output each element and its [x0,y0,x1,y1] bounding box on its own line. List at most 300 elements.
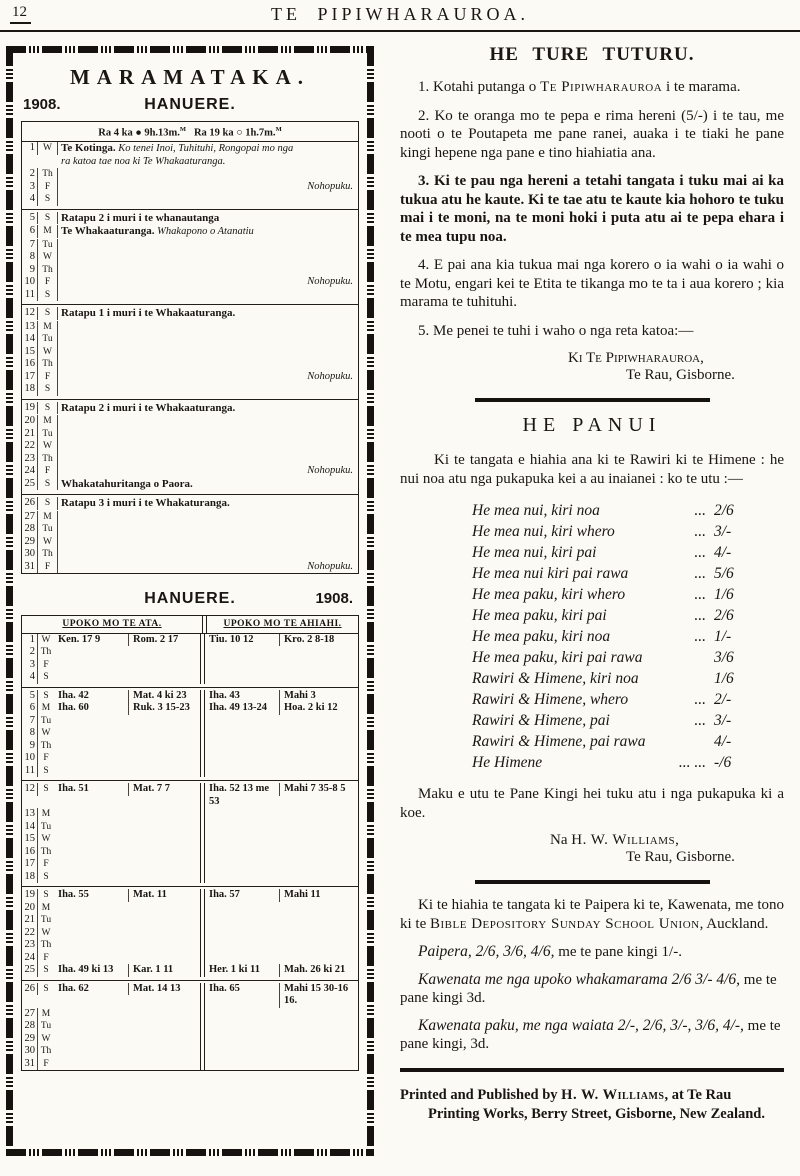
column-divider [200,659,205,672]
bible-price-roman: me te pane kingi 3d. [400,971,777,1006]
imprint-rule [400,1068,784,1072]
calendar-row [22,511,358,524]
weekday-letter: S [38,478,58,491]
price-amount: 2/6 [714,607,734,624]
day-number: 26 [22,497,38,510]
day-number: 28 [22,523,38,536]
price-row [472,626,756,647]
evening-lesson-2: Hoa. 2 ki 12 [279,702,358,715]
readings-row [22,858,358,871]
bible-price-lines [400,943,784,1054]
price-amount: 4/- [714,733,732,750]
readings-row [22,702,358,715]
feast-name: Te Kotinga. [61,142,116,154]
weekday-letter: Tu [38,239,58,252]
evening-lesson-2: Mahi 3 [279,690,358,703]
readings-row [22,671,358,684]
column-divider [200,740,205,753]
day-number: 18 [22,383,38,396]
rule-number: 1. [418,79,430,95]
price-leader-dots: ... [694,586,706,603]
day-number: 4 [22,671,38,684]
weekday-letter: Tu [40,915,52,925]
readings-row [22,1008,358,1021]
weekday-letter: Tu [40,715,52,726]
evening-lesson-1: Her. 1 ki 11 [209,964,260,975]
column-divider [200,927,205,940]
almanac-column [6,36,374,1156]
price-amount: 3/- [714,523,732,540]
calendar-row [22,251,358,264]
page-header [0,0,800,36]
day-number: 23 [22,453,38,466]
readings-row [22,927,358,940]
morning-lesson-1: Iha. 49 ki 13 [58,964,114,975]
readings-row [22,886,358,902]
calendar-row [22,193,358,206]
column-divider [200,671,205,684]
fast-day-note: Nohopuku. [307,560,353,572]
price-row [472,500,756,521]
calendar-row [22,548,358,561]
panui-outro: Maku e utu te Pane Kingi hei tuku atu i nga pukapuka ki a koe. [400,786,784,821]
readings-row [22,952,358,965]
day-number: 26 [22,983,38,996]
weekday-letter: W [38,251,58,264]
evening-lesson-1: Iha. 49 13-24 [209,702,268,713]
imprint-pre: Printed and Published by [400,1087,562,1103]
day-number: 12 [22,783,38,796]
weekday-letter: Th [38,453,58,466]
price-amount: 3/- [714,712,732,729]
moon-phase-row [22,122,358,142]
column-divider [200,1008,205,1021]
calendar-row [22,321,358,334]
evening-lesson-2: Mah. 26 ki 21 [279,964,358,977]
readings-row [22,715,358,728]
day-number: 4 [22,193,38,206]
calendar-row [22,428,358,441]
weekday-letter: W [38,440,58,453]
price-row [472,731,756,752]
feast-note [58,142,300,168]
day-number: 15 [22,346,38,359]
page-number: 12 [10,4,31,24]
day-number: 20 [22,902,38,915]
calendar-row [22,440,358,453]
day-number: 30 [22,1045,38,1058]
column-divider [200,846,205,859]
weekday-letter: F [38,181,58,194]
rule-paragraph [400,322,784,341]
weekday-letter: Th [40,1046,52,1056]
rule-number: 4. [418,257,430,273]
feast-note [58,402,300,416]
weekday-letter: Th [38,264,58,277]
rules-list [400,78,784,340]
price-amount: 1/- [714,628,732,645]
rule-smallcaps: Te Pipiwharauroa [540,79,663,95]
evening-lesson-2: Mahi 15 30-16 16. [279,983,358,1008]
day-number: 2 [22,168,38,181]
rule-number: 5. [418,322,430,339]
weekday-letter: F [43,659,49,670]
readings-row [22,1045,358,1058]
day-number: 8 [22,251,38,264]
readings-month: HANUERE. [144,590,236,607]
price-amount: 1/6 [714,670,734,687]
day-number: 1 [22,142,38,155]
readings-header-row [22,616,358,634]
day-number: 1 [22,634,38,647]
day-number: 31 [22,1058,38,1071]
calendar-row [22,415,358,428]
text-column [374,36,794,1156]
calendar-row [22,276,358,289]
weekday-letter: M [38,225,58,238]
feast-name: Ratapu 3 i muri i te Whakaturanga. [61,497,230,509]
ornate-border-frame [6,46,374,1156]
price-row [472,605,756,626]
day-number: 16 [22,358,38,371]
moon-sup-1: M [179,126,187,133]
price-amount: 2/6 [714,502,734,519]
readings-row [22,659,358,672]
new-moon-icon: ● [135,127,142,139]
column-divider [200,914,205,927]
rule-text: Kotahi putanga o [433,79,541,95]
signature-name: H. W. Williams, [571,832,680,848]
bible-price-italic: Paipera, 2/6, 3/6, 4/6, [418,943,555,960]
price-leader-dots: ... [694,544,706,561]
weekday-letter: F [43,1058,49,1069]
weekday-letter: Th [40,846,52,857]
price-row [472,521,756,542]
evening-lesson-1: Iha. 52 13 me 53 [209,783,270,807]
day-number: 31 [22,561,38,574]
day-number: 21 [22,428,38,441]
calendar-row [22,168,358,181]
weekday-letter: S [38,307,58,320]
almanac-year: 1908. [23,96,61,113]
weekday-letter: Th [38,358,58,371]
price-label: Rawiri & Himene, pai rawa [472,733,646,750]
readings-row [22,740,358,753]
rule-paragraph [400,256,784,312]
page-body [0,36,800,1156]
day-number: 5 [22,212,38,225]
day-number: 11 [22,765,38,778]
day-number: 28 [22,1020,38,1033]
day-number: 8 [22,727,38,740]
feast-note [58,478,300,492]
ornate-border-bottom [6,1149,374,1156]
column-divider [200,939,205,952]
rule-text: Ko te oranga mo te pepa e rima hereni (5/-) i te tau, me nooti o te Poutapeta me pane ranei, auaka i te tiaki he pane kingi hepene nga pane e tino hiahiatia ana. [400,107,784,161]
signature-line [550,832,784,849]
morning-lesson-2: Kar. 1 11 [128,964,200,977]
weekday-letter: M [38,415,58,428]
price-label: He mea paku, kiri noa [472,628,611,645]
price-row [472,584,756,605]
morning-lesson-2: Ruk. 3 15-23 [128,702,200,715]
price-leader-dots: ... [694,523,706,540]
weekday-letter: Tu [40,821,52,832]
day-number: 11 [22,289,38,302]
evening-lesson-2: Kro. 2 8-18 [279,634,358,647]
readings-row [22,980,358,1008]
readings-row [22,727,358,740]
readings-year-month [21,590,359,612]
weekday-letter: M [41,809,51,819]
fast-day-note: Nohopuku. [307,465,353,476]
readings-row [22,1020,358,1033]
bible-price-italic: Kawenata paku, me nga waiata 2/-, 2/6, 3/-, 3/6, 4/-, [418,1016,744,1034]
bible-depot-name: Bible Depository Sunday School Union [430,915,700,932]
bible-text-pre: Ki te hiahia te tangata ki te Paipera ki te, Kawenata, me tono ki te [400,897,784,932]
day-number: 24 [22,465,38,478]
calendar-row [22,494,358,511]
feast-note [58,225,300,239]
calendar-row [22,142,358,168]
weekday-letter: F [38,371,58,384]
masthead-rule [0,30,800,32]
day-number: 30 [22,548,38,561]
signature-pre: Na [550,832,572,848]
column-divider [200,1058,205,1071]
price-leader-dots [698,647,714,668]
rule-text-post: i te marama. [662,79,741,95]
weekday-letter: S [43,965,49,975]
weekday-letter: S [43,765,49,776]
price-leader-dots: ... [694,565,706,582]
day-number: 6 [22,702,38,715]
price-leader-dots [698,731,714,752]
price-label: He mea nui, kiri pai [472,544,597,561]
morning-lesson-1: Iha. 60 [58,702,89,713]
moon-phase-time-2: 1h.7m. [245,127,276,139]
column-divider [200,715,205,728]
weekday-letter: W [41,834,51,844]
price-list [472,500,756,773]
panui-intro: Ki te tangata e hiahia ana ki te Rawiri ki te Himene : he nui noa atu nga pukapuka kei a au inaianei : ko te utu :— [400,452,784,487]
weekday-letter: W [38,536,58,549]
price-leader-dots: ... [694,628,706,645]
evening-lesson-2: Mahi 7 35-8 5 [279,783,358,796]
day-number: 16 [22,846,38,859]
bible-price-line [400,971,784,1008]
morning-lesson-1: Iha. 62 [58,982,89,994]
feast-detail: Whakapono o Atanatiu [157,226,254,237]
weekday-letter: W [41,728,51,738]
price-label: He Himene [472,754,543,771]
day-number: 3 [22,659,38,672]
rules-title: HE TURE TUTURU. [489,44,695,65]
day-number: 17 [22,371,38,384]
price-amount: -/6 [714,754,732,771]
price-row [472,542,756,563]
weekday-letter: M [41,902,51,913]
feast-name: Ratapu 2 i muri i te Whakaaturanga. [61,401,236,414]
rule-number: 3. [418,173,430,189]
day-number: 27 [22,1008,38,1021]
weekday-letter: Tu [38,428,58,441]
price-label: He mea nui, kiri noa [472,502,600,519]
price-label: He mea paku, kiri pai rawa [472,649,643,666]
price-leader-dots: ... [694,712,706,729]
morning-lesson-2: Mat. 11 [128,889,200,902]
evening-lesson-1: Iha. 65 [209,982,240,994]
column-divider [200,1020,205,1033]
readings-row [22,687,358,703]
price-row [472,752,756,773]
price-leader-dots [698,668,714,689]
almanac-year-month [21,96,359,118]
readings-row [22,1033,358,1046]
evening-lesson-1: Tiu. 10 12 [209,633,254,645]
weekday-letter: F [43,753,49,763]
rule-paragraph [400,78,784,97]
calendar-gap [21,574,359,590]
column-divider [200,871,205,884]
weekday-letter: S [38,402,58,415]
day-number: 5 [22,690,38,703]
weekday-letter: S [43,784,49,794]
price-row [472,563,756,584]
column-divider [200,952,205,965]
calendar-row [22,181,358,194]
feast-name: Ratapu 1 i muri i te Whakaaturanga. [61,307,236,319]
day-number: 15 [22,833,38,846]
weekday-letter: S [43,890,49,900]
weekday-letter: F [38,465,58,478]
day-number: 23 [22,939,38,952]
imprint-post: , at Te Rau Printing Works, Berry Street, Gisborne, New Zealand. [428,1087,765,1122]
weekday-letter: W [41,927,51,938]
bible-price-line [400,943,784,962]
price-row [472,668,756,689]
almanac-month: HANUERE. [144,96,236,113]
weekday-letter: M [41,1008,51,1019]
column-divider [200,821,205,834]
weekday-letter: S [43,983,49,994]
day-number: 10 [22,276,38,289]
price-row [472,647,756,668]
price-label: He mea nui kiri pai rawa [472,565,629,582]
calendar-row [22,478,358,492]
imprint [400,1086,784,1124]
price-label: Rawiri & Himene, whero [472,691,629,708]
day-number: 21 [22,914,38,927]
feast-name: Ratapu 2 i muri i te whanautanga [61,211,220,224]
evening-lesson-1: Iha. 57 [209,889,240,900]
address-line-1: Ki Te Pipiwharauroa, [568,350,704,366]
readings-row [22,846,358,859]
weekday-letter: S [38,383,58,396]
day-number: 9 [22,740,38,753]
morning-lesson-1: Iha. 51 [58,783,89,794]
calendar-row [22,304,358,321]
calendar-row [22,465,358,478]
weekday-letter: Th [40,940,52,950]
day-number: 22 [22,440,38,453]
calendar-row [22,264,358,277]
price-leader-dots: ... [694,607,706,624]
weekday-letter: M [41,703,51,713]
day-number: 24 [22,952,38,965]
readings-row [22,821,358,834]
rule-paragraph [400,172,784,246]
day-number: 19 [22,889,38,902]
price-label: Rawiri & Himene, pai [472,712,610,729]
price-label: He mea paku, kiri pai [472,607,607,624]
calendar-row [22,225,358,239]
publisher-name: H. W. Williams [561,1087,665,1103]
price-leader-dots: ... ... [678,754,706,771]
readings-row [22,634,358,647]
day-number: 17 [22,858,38,871]
calendar-row [22,346,358,359]
feast-note [58,497,300,511]
feast-note [58,307,300,321]
fast-day-note: Nohopuku. [307,370,353,382]
moon-phase-text-2: Ra 19 ka [193,127,234,139]
weekday-letter: Tu [38,333,58,346]
weekday-letter: S [38,289,58,302]
weekday-letter: Tu [38,523,58,536]
day-number: 14 [22,333,38,346]
day-number: 25 [22,964,38,977]
weekday-letter: M [38,321,58,334]
morning-lesson-2: Mat. 7 7 [128,783,200,796]
day-number: 9 [22,264,38,277]
morning-lesson-1: Iha. 55 [58,889,89,900]
price-leader-dots: ... [694,691,706,708]
bible-price-roman: me te pane kingi 1/-. [554,944,682,960]
bible-price-line [400,1017,784,1054]
price-leader-dots: ... [694,502,706,519]
feast-detail: Ko tenei Inoi, Tuhituhi, Rongopai mo nga ra katoa tae noa ki Te Whakaaturanga. [61,143,294,167]
column-divider [200,1045,205,1058]
address-line-2: Te Rau, Gisborne. [626,367,735,383]
readings-row [22,964,358,977]
day-number: 6 [22,225,38,238]
column-divider [200,752,205,765]
evening-lesson-2: Mahi 11 [279,889,358,902]
evening-column-header: UPOKO MO TE AHIAHI. [223,619,342,629]
day-number: 18 [22,871,38,884]
weekday-letter: M [38,511,58,524]
column-divider [200,808,205,821]
day-number: 12 [22,307,38,320]
feast-name: Whakatahuritanga o Paora. [61,477,193,490]
calendar-row [22,333,358,346]
evening-lesson-1: Iha. 43 [209,689,240,701]
day-number: 29 [22,1033,38,1046]
calendar-row [22,239,358,252]
bible-paragraph [400,896,784,933]
readings-row [22,752,358,765]
price-row [472,710,756,731]
day-number: 10 [22,752,38,765]
moon-phase-text-1: Ra 4 ka [98,127,133,139]
rule-paragraph [400,107,784,163]
price-amount: 4/- [714,544,732,561]
calendar-row [22,209,358,226]
readings-row [22,1058,358,1071]
weekday-letter: Th [38,168,58,181]
weekday-letter: S [43,871,49,882]
